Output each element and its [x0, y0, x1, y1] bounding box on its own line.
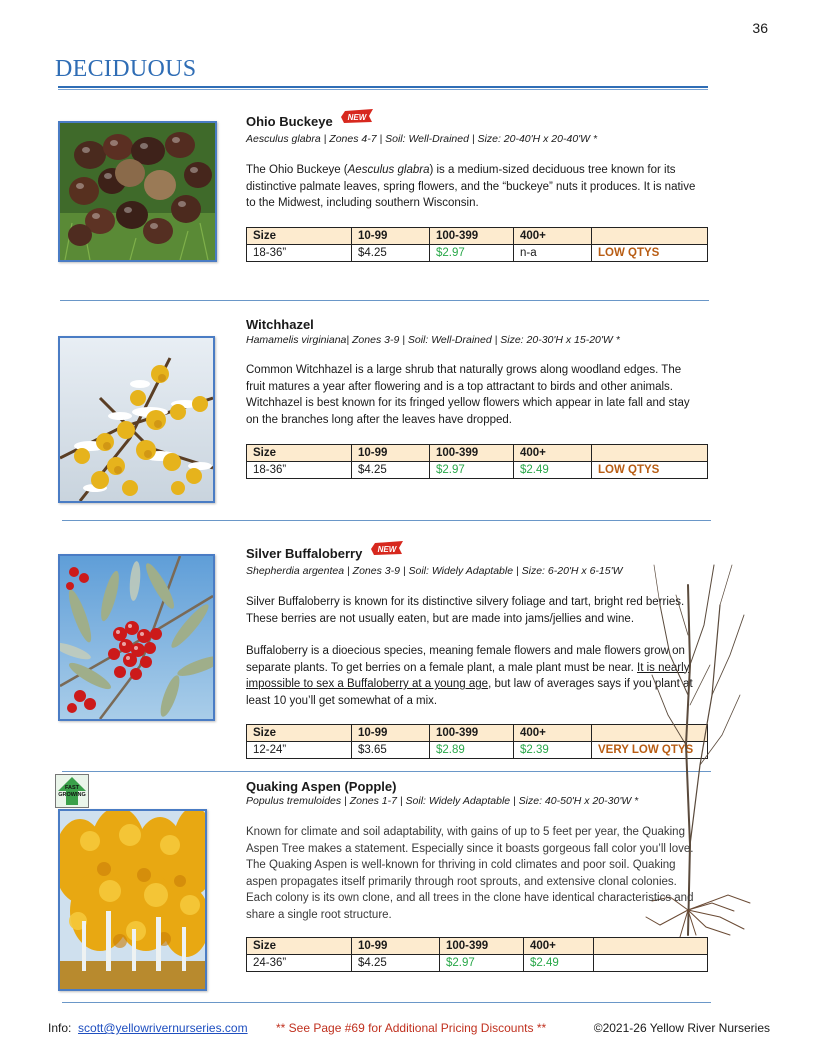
cell-price: $4.25: [352, 245, 430, 262]
silver-buffaloberry-name-row: [246, 545, 405, 563]
cell-price: $4.25: [352, 955, 440, 972]
witchhazel-name-row: [246, 316, 314, 334]
header-10-99: 10-99: [352, 938, 440, 955]
new-badge-icon: [339, 108, 375, 124]
new-badge-icon: [369, 540, 405, 556]
cell-price: $2.97: [430, 462, 514, 479]
header-size: Size: [247, 228, 352, 245]
header-note: [592, 228, 708, 245]
table-row: [247, 245, 708, 262]
header-10-99: 10-99: [352, 445, 430, 462]
cell-price: $4.25: [352, 462, 430, 479]
footer-info: [48, 1021, 248, 1035]
desc-underlined: It is nearly impossible to sex a Buffaloberry at a young age: [246, 661, 690, 690]
section-separator: [62, 1002, 711, 1003]
title-rule: [58, 86, 708, 88]
header-400-plus: 400+: [514, 228, 592, 245]
quaking-aspen-details: [246, 795, 638, 807]
header-note: [592, 445, 708, 462]
scientific-name: Populus tremuloides: [246, 795, 342, 807]
header-size: Size: [247, 445, 352, 462]
ohio-buckeye-price-table: [246, 227, 708, 262]
quaking-aspen-description: [246, 824, 698, 923]
cell-stock-note: [594, 955, 708, 972]
header-10-99: 10-99: [352, 725, 430, 742]
header-400-plus: 400+: [524, 938, 594, 955]
silver-buffaloberry-photo: [58, 554, 215, 721]
new-badge-label: NEW: [377, 545, 397, 554]
cell-stock-note: LOW QTYS: [592, 462, 708, 479]
header-100-399: 100-399: [430, 445, 514, 462]
desc-text: The Ohio Buckeye (: [246, 164, 348, 176]
cell-stock-note: LOW QTYS: [592, 245, 708, 262]
desc-text: ) is a medium-sized deciduous tree known for its distinctive palmate leaves, spring flowers, and the “buckeye” nuts it produces. It is native to the Midwest, including southern Wisconsin.: [246, 164, 696, 209]
header-size: Size: [247, 938, 352, 955]
footer-info-label: Info:: [48, 1021, 79, 1035]
cell-stock-note: VERY LOW QTYS: [592, 742, 708, 759]
witchhazel-description: [246, 362, 698, 428]
cell-price: $2.89: [430, 742, 514, 759]
ohio-buckeye-name-row: [246, 113, 375, 131]
table-header-row: [247, 445, 708, 462]
header-size: Size: [247, 725, 352, 742]
plant-details: | Zones 3-9 | Soil: Well-Drained | Size: 20-30'H x 15-20'W *: [346, 334, 620, 346]
cell-price: n-a: [514, 245, 592, 262]
cell-price: $2.49: [524, 955, 594, 972]
plant-details: | Zones 3-9 | Soil: Widely Adaptable | Size: 6-20'H x 6-15'W: [344, 565, 623, 577]
svg-text:FAST: FAST: [64, 785, 80, 791]
silver-buffaloberry-description: [246, 594, 698, 709]
quaking-aspen-price-table: [246, 937, 708, 972]
silver-buffaloberry-details: [246, 565, 623, 577]
cell-price: $3.65: [352, 742, 430, 759]
title-rule-thin: [58, 89, 708, 90]
desc-text: Known for climate and soil adaptability, with gains of up to 5 feet per year, the Quaking Aspen Tree makes a statement. Especially since it boasts gorgeous fall color you’ll love. The Quaking Aspen is well-known for thriving in cold climates and poor soil. Quaking aspen propagates itself primarily through root sprouts, and extensive clonal colonies. Each colony is its own clone, and all trees in the clone have identical characteristics and share a single root structure.: [246, 826, 694, 921]
scientific-name: Hamamelis virginiana: [246, 334, 347, 346]
silver-buffaloberry-price-table: [246, 724, 708, 759]
header-100-399: 100-399: [440, 938, 524, 955]
ohio-buckeye-details: [246, 133, 597, 145]
new-badge-label: NEW: [347, 113, 367, 122]
ohio-buckeye-description: [246, 162, 698, 212]
product-name: Quaking Aspen (Popple): [246, 779, 397, 794]
cell-size: 12-24”: [247, 742, 352, 759]
header-100-399: 100-399: [430, 725, 514, 742]
desc-text: , but law of averages says if you plant at least 10 you’ll get somewhat of a mix.: [246, 678, 693, 707]
table-header-row: [247, 228, 708, 245]
footer-discount-note: ** See Page #69 for Additional Pricing Discounts **: [276, 1021, 547, 1035]
header-10-99: 10-99: [352, 228, 430, 245]
table-header-row: [247, 938, 708, 955]
header-400-plus: 400+: [514, 725, 592, 742]
plant-details: | Zones 1-7 | Soil: Widely Adaptable | Size: 40-50'H x 20-30'W *: [341, 795, 639, 807]
header-400-plus: 400+: [514, 445, 592, 462]
scientific-name: Aesculus glabra: [246, 133, 321, 145]
page-number: 36: [752, 20, 768, 36]
footer-copyright: ©2021-26 Yellow River Nurseries: [593, 1021, 770, 1035]
product-name: Silver Buffaloberry: [246, 546, 363, 561]
desc-text: Buffaloberry is a dioecious species, meaning female flowers and male flowers grow on separate plants. To get berries on a female plant, a male plant must be near.: [246, 645, 685, 674]
cell-size: 18-36”: [247, 462, 352, 479]
cell-size: 18-36”: [247, 245, 352, 262]
fast-growing-icon: [56, 775, 88, 807]
table-header-row: [247, 725, 708, 742]
plant-details: | Zones 4-7 | Soil: Well-Drained | Size: 20-40'H x 20-40'W *: [320, 133, 598, 145]
table-row: [247, 742, 708, 759]
quaking-aspen-name-row: [246, 778, 396, 796]
quaking-aspen-photo: [58, 809, 207, 991]
fast-growing-badge: [55, 774, 89, 808]
ohio-buckeye-photo: [58, 121, 217, 262]
table-row: [247, 955, 708, 972]
product-name: Witchhazel: [246, 317, 314, 332]
witchhazel-details: [246, 334, 620, 346]
witchhazel-photo: [58, 336, 215, 503]
desc-text: Common Witchhazel is a large shrub that naturally grows along woodland edges. The fruit matures a year after flowering and is a top attractant to birds and other animals. Witchhazel is best known for its fringed yellow flowers which appear in late fall and stay on the branches long after the leaves have dropped.: [246, 364, 690, 426]
table-row: [247, 462, 708, 479]
section-title: DECIDUOUS: [55, 56, 197, 82]
section-separator: [60, 300, 709, 301]
svg-text:GROWING: GROWING: [58, 792, 86, 798]
header-note: [594, 938, 708, 955]
cell-price: $2.97: [440, 955, 524, 972]
section-separator: [62, 771, 711, 772]
section-separator: [62, 520, 711, 521]
header-100-399: 100-399: [430, 228, 514, 245]
scientific-name: Shepherdia argentea: [246, 565, 345, 577]
cell-price: $2.97: [430, 245, 514, 262]
cell-size: 24-36”: [247, 955, 352, 972]
cell-price: $2.49: [514, 462, 592, 479]
witchhazel-price-table: [246, 444, 708, 479]
desc-text: Silver Buffaloberry is known for its distinctive silvery foliage and tart, bright red berries. These berries are not usually eaten, but are made into jams/jellies and wine.: [246, 596, 685, 625]
cell-price: $2.39: [514, 742, 592, 759]
product-name: Ohio Buckeye: [246, 114, 333, 129]
desc-italic: Aesculus glabra: [347, 164, 430, 176]
email-link[interactable]: scott@yellowrivernurseries.com: [78, 1021, 248, 1035]
